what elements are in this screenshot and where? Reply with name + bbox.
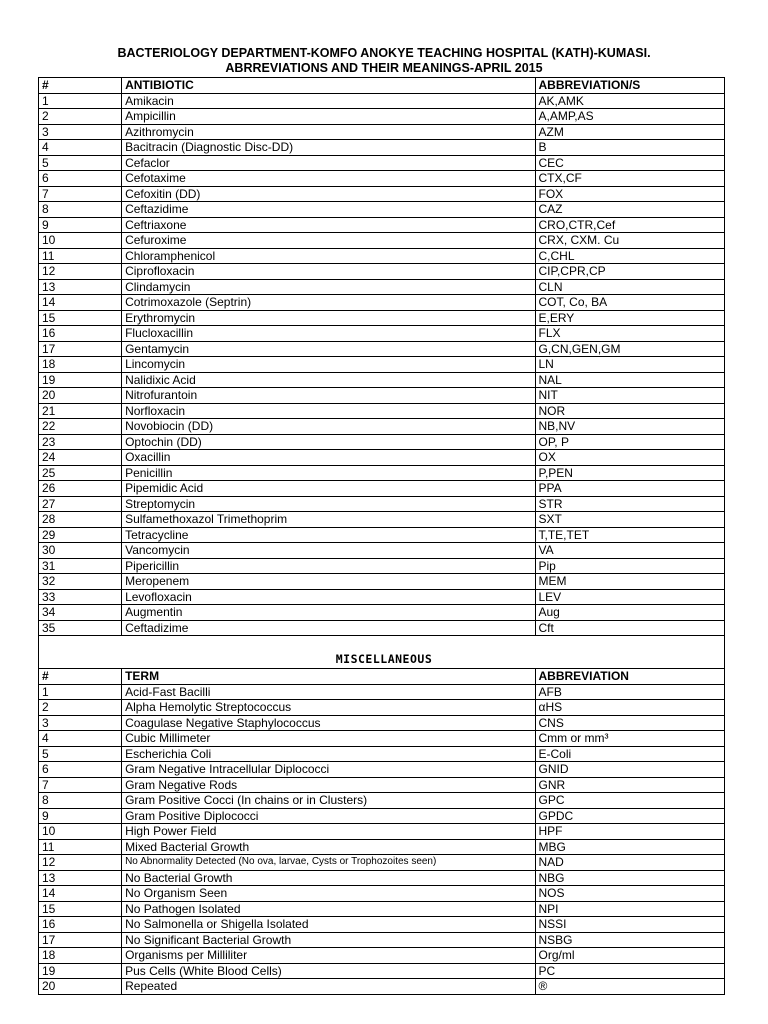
row-number: 5 (39, 746, 122, 762)
row-name: Repeated (122, 979, 535, 995)
row-abbreviation: NPI (535, 901, 725, 917)
row-name: Norfloxacin (122, 403, 535, 419)
row-number: 11 (39, 839, 122, 855)
row-abbreviation: A,AMP,AS (535, 109, 725, 125)
table-row (39, 434, 725, 450)
row-number: 1 (39, 93, 122, 109)
table-row (39, 589, 725, 605)
row-abbreviation: Cft (535, 620, 725, 636)
row-name: Azithromycin (122, 124, 535, 140)
misc-table (38, 668, 725, 995)
row-name: Gentamycin (122, 341, 535, 357)
row-abbreviation: NBG (535, 870, 725, 886)
table-row (39, 233, 725, 249)
row-number: 2 (39, 700, 122, 716)
table-row (39, 886, 725, 902)
table-row (39, 793, 725, 809)
row-number: 6 (39, 171, 122, 187)
row-abbreviation: HPF (535, 824, 725, 840)
row-number: 29 (39, 527, 122, 543)
row-abbreviation: NOR (535, 403, 725, 419)
row-name: Ceftazidime (122, 202, 535, 218)
table-row (39, 481, 725, 497)
row-name: No Salmonella or Shigella Isolated (122, 917, 535, 933)
row-number: 5 (39, 155, 122, 171)
row-abbreviation: NAL (535, 372, 725, 388)
row-abbreviation: GPDC (535, 808, 725, 824)
row-number: 9 (39, 808, 122, 824)
row-name: Bacitracin (Diagnostic Disc-DD) (122, 140, 535, 156)
col-header-abbreviation: ABBREVIATION (535, 669, 725, 685)
table-row (39, 731, 725, 747)
row-number: 11 (39, 248, 122, 264)
row-abbreviation: MBG (535, 839, 725, 855)
row-name: Nalidixic Acid (122, 372, 535, 388)
row-number: 4 (39, 140, 122, 156)
row-name: Tetracycline (122, 527, 535, 543)
row-number: 16 (39, 326, 122, 342)
row-name: No Significant Bacterial Growth (122, 932, 535, 948)
row-abbreviation: Cmm or mm³ (535, 731, 725, 747)
row-name: Gram Negative Rods (122, 777, 535, 793)
row-abbreviation: Org/ml (535, 948, 725, 964)
table-row (39, 124, 725, 140)
row-name: Sulfamethoxazol Trimethoprim (122, 512, 535, 528)
row-abbreviation: αHS (535, 700, 725, 716)
row-name: Escherichia Coli (122, 746, 535, 762)
table-row (39, 574, 725, 590)
row-abbreviation: AK,AMK (535, 93, 725, 109)
table-row (39, 870, 725, 886)
table-row (39, 341, 725, 357)
table-row (39, 824, 725, 840)
row-abbreviation: NAD (535, 855, 725, 871)
row-name: Ciprofloxacin (122, 264, 535, 280)
row-name: Clindamycin (122, 279, 535, 295)
row-name: Organisms per Milliliter (122, 948, 535, 964)
table-row (39, 171, 725, 187)
table-row (39, 388, 725, 404)
table-row (39, 839, 725, 855)
row-abbreviation: CNS (535, 715, 725, 731)
table-row (39, 777, 725, 793)
table-row (39, 558, 725, 574)
row-name: Augmentin (122, 605, 535, 621)
table-row (39, 527, 725, 543)
row-name: Amikacin (122, 93, 535, 109)
row-name: Cefotaxime (122, 171, 535, 187)
row-number: 9 (39, 217, 122, 233)
row-number: 7 (39, 777, 122, 793)
row-number: 18 (39, 357, 122, 373)
row-abbreviation: FOX (535, 186, 725, 202)
row-name: Meropenem (122, 574, 535, 590)
row-number: 15 (39, 901, 122, 917)
table-row (39, 465, 725, 481)
row-abbreviation: T,TE,TET (535, 527, 725, 543)
row-abbreviation: VA (535, 543, 725, 559)
table-row (39, 217, 725, 233)
row-number: 19 (39, 372, 122, 388)
row-abbreviation: CIP,CPR,CP (535, 264, 725, 280)
row-name: Gram Positive Diplococci (122, 808, 535, 824)
table-row (39, 620, 725, 636)
row-abbreviation: CRX, CXM. Cu (535, 233, 725, 249)
row-abbreviation: AZM (535, 124, 725, 140)
row-name: No Organism Seen (122, 886, 535, 902)
row-abbreviation: NIT (535, 388, 725, 404)
row-number: 30 (39, 543, 122, 559)
row-number: 2 (39, 109, 122, 125)
row-number: 13 (39, 279, 122, 295)
row-name: Optochin (DD) (122, 434, 535, 450)
row-number: 8 (39, 202, 122, 218)
table-row (39, 279, 725, 295)
row-number: 23 (39, 434, 122, 450)
table-row (39, 310, 725, 326)
row-name: Streptomycin (122, 496, 535, 512)
table-row (39, 917, 725, 933)
table-row (39, 605, 725, 621)
row-abbreviation: NSSI (535, 917, 725, 933)
row-name: Coagulase Negative Staphylococcus (122, 715, 535, 731)
table-row (39, 140, 725, 156)
misc-header-row (39, 669, 725, 685)
table-row (39, 357, 725, 373)
row-abbreviation: Aug (535, 605, 725, 621)
row-number: 17 (39, 341, 122, 357)
table-row (39, 855, 725, 871)
row-abbreviation: C,CHL (535, 248, 725, 264)
row-name: Gram Negative Intracellular Diplococci (122, 762, 535, 778)
row-number: 3 (39, 715, 122, 731)
col-header-number: # (39, 78, 122, 94)
row-abbreviation: G,CN,GEN,GM (535, 341, 725, 357)
table-row (39, 155, 725, 171)
row-number: 14 (39, 295, 122, 311)
row-abbreviation: PC (535, 963, 725, 979)
row-number: 14 (39, 886, 122, 902)
row-number: 10 (39, 233, 122, 249)
row-abbreviation: Pip (535, 558, 725, 574)
row-name: Acid-Fast Bacilli (122, 684, 535, 700)
row-number: 20 (39, 979, 122, 995)
row-name: Oxacillin (122, 450, 535, 466)
row-name: Cotrimoxazole (Septrin) (122, 295, 535, 311)
row-name: Cefaclor (122, 155, 535, 171)
row-name: Penicillin (122, 465, 535, 481)
table-row (39, 450, 725, 466)
row-number: 4 (39, 731, 122, 747)
row-abbreviation: OX (535, 450, 725, 466)
row-number: 12 (39, 855, 122, 871)
document-title: BACTERIOLOGY DEPARTMENT-KOMFO ANOKYE TEACHING HOSPITAL (KATH)-KUMASI. (117, 46, 651, 60)
row-abbreviation: COT, Co, BA (535, 295, 725, 311)
table-row (39, 543, 725, 559)
row-abbreviation: GNR (535, 777, 725, 793)
row-abbreviation: SXT (535, 512, 725, 528)
table-row (39, 186, 725, 202)
row-name: Pipericillin (122, 558, 535, 574)
row-abbreviation: CRO,CTR,Cef (535, 217, 725, 233)
row-name: Ceftriaxone (122, 217, 535, 233)
row-abbreviation: FLX (535, 326, 725, 342)
row-name: Novobiocin (DD) (122, 419, 535, 435)
row-abbreviation: AFB (535, 684, 725, 700)
row-number: 31 (39, 558, 122, 574)
row-abbreviation: E-Coli (535, 746, 725, 762)
row-number: 34 (39, 605, 122, 621)
table-row (39, 295, 725, 311)
row-name: Levofloxacin (122, 589, 535, 605)
misc-body (39, 684, 725, 994)
row-name: High Power Field (122, 824, 535, 840)
row-name: No Abnormality Detected (No ova, larvae, Cysts or Trophozoites seen) (122, 855, 535, 871)
row-abbreviation: NOS (535, 886, 725, 902)
table-row (39, 700, 725, 716)
row-abbreviation: CEC (535, 155, 725, 171)
row-number: 12 (39, 264, 122, 280)
row-number: 6 (39, 762, 122, 778)
table-row (39, 762, 725, 778)
row-number: 1 (39, 684, 122, 700)
table-row (39, 808, 725, 824)
row-number: 10 (39, 824, 122, 840)
table-row (39, 979, 725, 995)
row-number: 22 (39, 419, 122, 435)
table-row (39, 948, 725, 964)
table-row (39, 264, 725, 280)
table-row (39, 419, 725, 435)
row-abbreviation: LN (535, 357, 725, 373)
row-number: 24 (39, 450, 122, 466)
row-name: Gram Positive Cocci (In chains or in Clusters) (122, 793, 535, 809)
table-row (39, 202, 725, 218)
row-number: 15 (39, 310, 122, 326)
table-row (39, 932, 725, 948)
row-name: Cubic Millimeter (122, 731, 535, 747)
row-abbreviation: PPA (535, 481, 725, 497)
table-row (39, 512, 725, 528)
col-header-abbreviations: ABBREVIATION/S (535, 78, 725, 94)
row-number: 35 (39, 620, 122, 636)
row-abbreviation: GPC (535, 793, 725, 809)
row-number: 17 (39, 932, 122, 948)
row-number: 18 (39, 948, 122, 964)
row-abbreviation: MEM (535, 574, 725, 590)
table-row (39, 403, 725, 419)
table-row (39, 248, 725, 264)
row-name: Cefoxitin (DD) (122, 186, 535, 202)
row-abbreviation: CTX,CF (535, 171, 725, 187)
row-name: No Bacterial Growth (122, 870, 535, 886)
row-number: 19 (39, 963, 122, 979)
row-abbreviation: B (535, 140, 725, 156)
antibiotics-table (38, 77, 725, 636)
table-row (39, 496, 725, 512)
row-name: Erythromycin (122, 310, 535, 326)
row-name: Pipemidic Acid (122, 481, 535, 497)
col-header-term: TERM (122, 669, 535, 685)
table-row (39, 715, 725, 731)
row-abbreviation: STR (535, 496, 725, 512)
row-abbreviation: OP, P (535, 434, 725, 450)
col-header-number: # (39, 669, 122, 685)
row-name: Alpha Hemolytic Streptococcus (122, 700, 535, 716)
table-row (39, 93, 725, 109)
row-number: 3 (39, 124, 122, 140)
row-number: 16 (39, 917, 122, 933)
row-name: Lincomycin (122, 357, 535, 373)
row-number: 28 (39, 512, 122, 528)
table-row (39, 109, 725, 125)
row-name: Mixed Bacterial Growth (122, 839, 535, 855)
row-abbreviation: NSBG (535, 932, 725, 948)
row-number: 8 (39, 793, 122, 809)
row-name: Pus Cells (White Blood Cells) (122, 963, 535, 979)
row-number: 21 (39, 403, 122, 419)
row-abbreviation: E,ERY (535, 310, 725, 326)
antibiotics-header-row (39, 78, 725, 94)
table-row (39, 326, 725, 342)
antibiotics-body (39, 93, 725, 636)
row-abbreviation: LEV (535, 589, 725, 605)
row-name: Cefuroxime (122, 233, 535, 249)
table-row (39, 963, 725, 979)
table-row (39, 372, 725, 388)
row-name: No Pathogen Isolated (122, 901, 535, 917)
row-number: 27 (39, 496, 122, 512)
row-number: 7 (39, 186, 122, 202)
col-header-antibiotic: ANTIBIOTIC (122, 78, 535, 94)
row-number: 33 (39, 589, 122, 605)
row-abbreviation: GNID (535, 762, 725, 778)
misc-section-title: MISCELLANEOUS (335, 652, 433, 666)
row-abbreviation: NB,NV (535, 419, 725, 435)
row-abbreviation: P,PEN (535, 465, 725, 481)
row-number: 20 (39, 388, 122, 404)
row-name: Vancomycin (122, 543, 535, 559)
row-abbreviation: ® (535, 979, 725, 995)
row-abbreviation: CAZ (535, 202, 725, 218)
table-row (39, 746, 725, 762)
row-number: 26 (39, 481, 122, 497)
row-name: Nitrofurantoin (122, 388, 535, 404)
table-row (39, 901, 725, 917)
row-name: Ceftadizime (122, 620, 535, 636)
row-number: 32 (39, 574, 122, 590)
row-name: Chloramphenicol (122, 248, 535, 264)
row-name: Flucloxacillin (122, 326, 535, 342)
row-abbreviation: CLN (535, 279, 725, 295)
document-subtitle: ABRREVIATIONS AND THEIR MEANINGS-APRIL 2015 (225, 61, 543, 75)
table-row (39, 684, 725, 700)
row-name: Ampicillin (122, 109, 535, 125)
row-number: 25 (39, 465, 122, 481)
row-number: 13 (39, 870, 122, 886)
